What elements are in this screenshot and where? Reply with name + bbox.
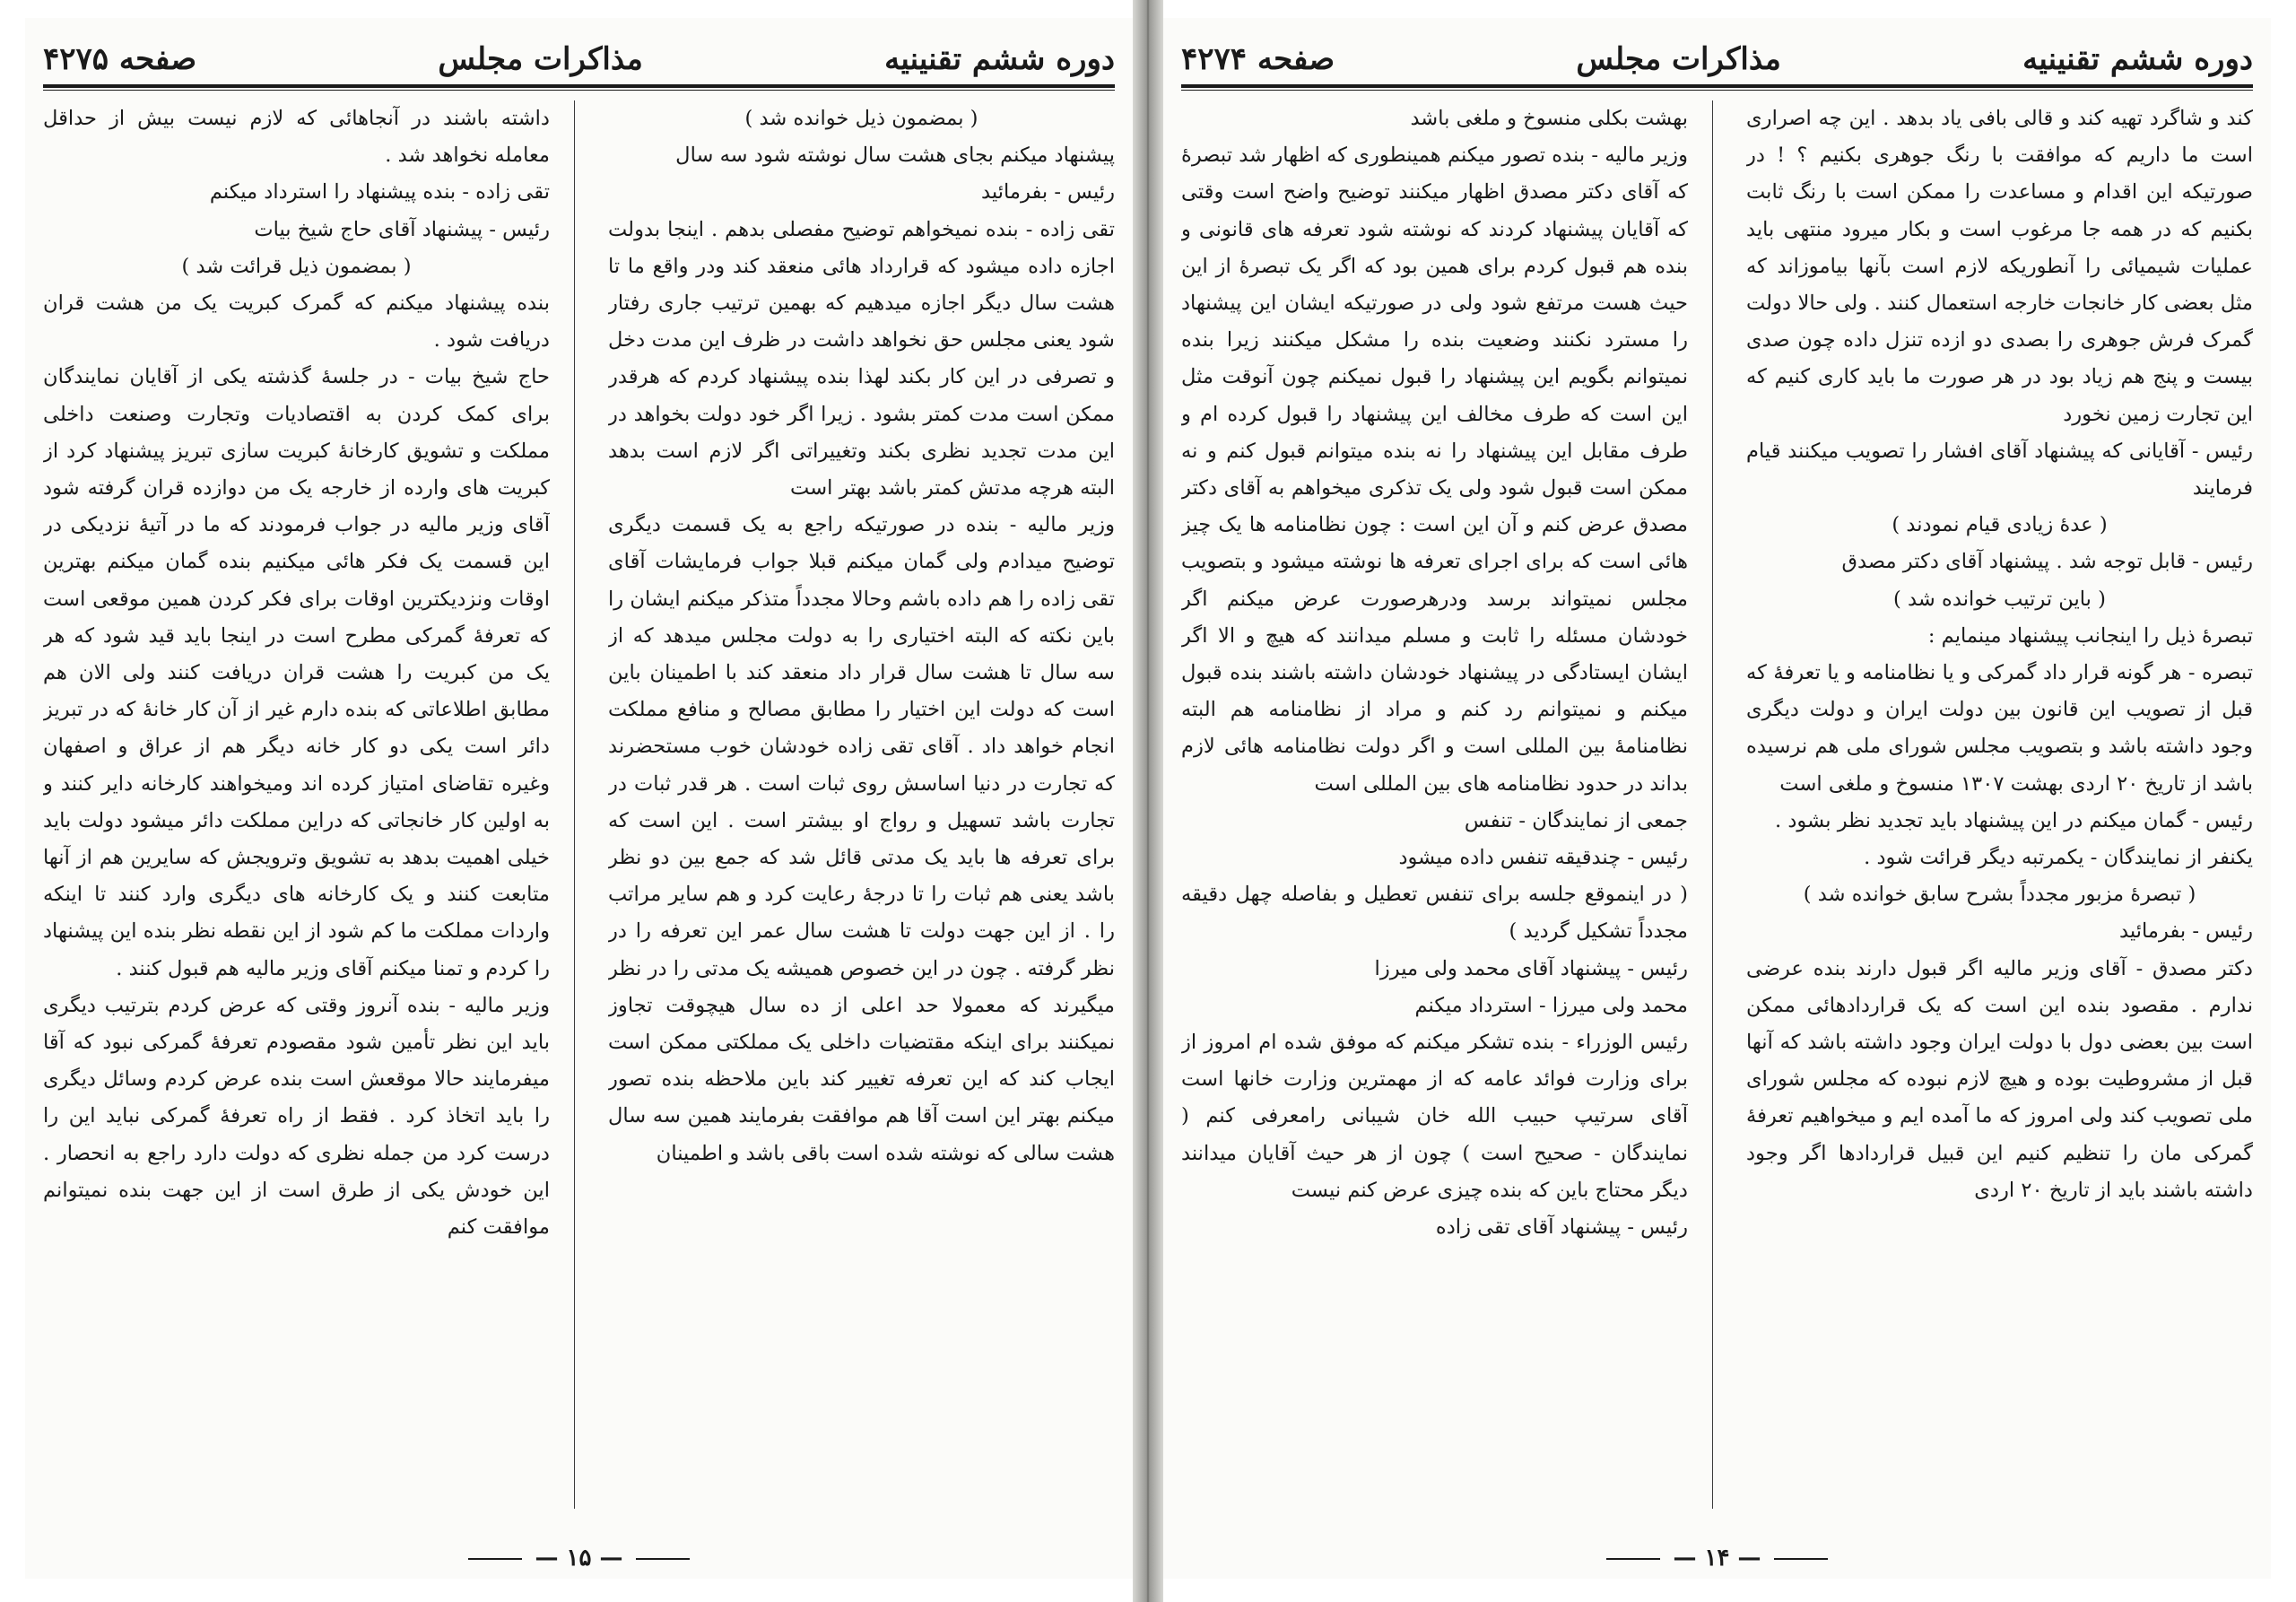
header-rule: [43, 84, 1115, 88]
running-title: مذاکرات مجلس: [1576, 41, 1781, 77]
paragraph: تقی زاده - بنده پیشنهاد را استرداد میکنم: [209, 180, 550, 205]
paragraph: تبصرهٔ ذیل را اینجانب پیشنهاد مینمایم :: [1927, 623, 2253, 648]
paragraph: کند و شاگرد تهیه کند و قالی بافی یاد بدهد . این چه اصراری است ما داریم که موافقت با رنگ جوهری بکنیم ؟ ! در صورتیکه این اقدام و مساعدت را ممکن است با رنگ ثابت بکنیم که در همه جا مرغوب است و بکار میرود منتهی باید عملیات شیمیائی را آنطوریکه لازم است بآنها بیاموزاند که مثل بعضی کار خانجات خارجه استعمال کنند . ولی حالا دولت گمرک فرش جوهری را بصدی دو ازده تنزل داده چون صدی بیست و پنج هم زیاد بود در هر صورت ما باید کاری کنیم که این تجارت زمین نخورد: [1746, 107, 2253, 426]
folio-number: — ۱۵ —: [25, 1545, 1133, 1572]
header-rule: [1181, 84, 2253, 88]
paragraph: رئیس - پیشنهاد آقای تقی زاده: [1435, 1215, 1688, 1240]
paragraph: رئیس - پیشنهاد آقای محمد ولی میرزا: [1374, 956, 1688, 980]
paragraph: رئیس - آقایانی که پیشنهاد آقای افشار را تصویب میکنند قیام فرمایند: [1746, 439, 2253, 501]
book-gutter: [1133, 0, 1163, 1602]
paragraph: ( عدهٔ زیادی قیام نمودند ): [1892, 513, 2108, 537]
paragraph: دکتر مصدق - آقای وزیر مالیه اگر قبول دارند بنده عرضی ندارم . مقصود بنده این است که یک قراردادهائی ممکن است بین بعضی دول با دولت ایران وجود داشته باشد که آنها قبل از مشروطیت بوده و هیچ لازم نبوده که مجلس شورای ملی تصویب کند ولی امروز که ما آمده ایم و میخواهیم تعرفهٔ گمرکی مان را تنظیم کنیم این قبیل قراردادها اگر وجود داشته باشند باید از تاریخ ۲۰ اردی: [1746, 956, 2253, 1202]
header-rule-thin: [1181, 90, 2253, 91]
paragraph: وزیر مالیه - بنده در صورتیکه راجع به یک قسمت دیگری توضیح میدادم ولی گمان میکنم قبلا جواب فرمایشات آقای تقی زاده را هم داده باشم وحالا مجدداً متذکر میکنم ایشان را باین نکته که البته اختیاری را به دولت مجلس میدهد که از سه سال تا هشت سال قرار داد منعقد کند با اطمینان باین است که دولت این اختیار را مطابق مصالح و منافع مملکت انجام خواهد داد . آقای تقی زاده خودشان خوب مستحضرند که تجارت در دنیا اساسش روی ثبات است . هر قدر ثبات در تجارت باشد تسهیل و رواج او بیشتر است . این است که برای تعرفه ها باید یک مدتی قائل شد که جمع بین دو نظر باشد یعنی هم ثبات را تا درجهٔ رعایت کرد و هم سایر مراتب را . از این جهت دولت تا هشت سال عمر این تعرفه را در نظر گرفته . چون در این خصوص همیشه یک مدتی را در نظر میگیرند که معمولا حد اعلی از ده سال هیچوقت تجاوز نمیکنند برای اینکه مقتضیات داخلی یک مملکتی ممکن است ایجاب کند که این تعرفه تغییر کند باین ملاحظه بنده تصور میکنم بهتر این است آقا هم موافقت بفرمایند همین سه سال هشت سالی که نوشته شده است باقی باشد و اطمینان: [608, 513, 1115, 1165]
paragraph: جمعی از نمایندگان - تنفس: [1464, 808, 1688, 832]
paragraph: رئیس - قابل توجه شد . پیشنهاد آقای دکتر مصدق: [1841, 550, 2253, 574]
paragraph: رئیس - گمان میکنم در این پیشنهاد باید تجدید نظر بشود .: [1774, 808, 2253, 832]
running-title: مذاکرات مجلس: [438, 41, 643, 77]
session-title: دوره ششم تقنینیه: [884, 41, 1115, 77]
left-page: [25, 18, 1133, 1579]
paragraph: رئیس الوزراء - بنده تشکر میکنم که موفق شده ام امروز از برای وزارت فوائد عامه که از مهمترین وزارت خانها است آقای سرتیپ حبیب الله خان شیبانی رامعرفی کنم ( نمایندگان - صحیح است ) چون از هر حیث آقایان میدانند دیگر محتاج باین که بنده چیزی عرض کنم نیست: [1181, 1031, 1688, 1202]
paragraph: رئیس - بفرمائید: [981, 180, 1115, 205]
paragraph: بنده پیشنهاد میکنم که گمرک کبریت یک من هشت قران دریافت شود .: [43, 292, 550, 353]
header-rule-thin: [43, 90, 1115, 91]
text-column-left: [43, 100, 550, 1509]
paragraph: یکنفر از نمایندگان - یکمرتبه دیگر قرائت شود .: [1864, 846, 2253, 870]
page-number-label: صفحه ۴۲۷۴: [1181, 41, 1335, 77]
paragraph: ( در اینموقع جلسه برای تنفس تعطیل و بفاصله چهل دقیقه مجدداً تشکیل گردید ): [1181, 883, 1688, 944]
paragraph: رئیس - پیشنهاد آقای حاج شیخ بیات: [254, 217, 550, 241]
text-column-right: [1746, 100, 2253, 1509]
paragraph: تبصره - هر گونه قرار داد گمرکی و یا نظامنامه و یا تعرفهٔ که قبل از تصویب این قانون بین دولت ایران و دولت دیگری وجود داشته باشد و بتصویب مجلس شورای ملی هم نرسیده باشد از تاریخ ۲۰ اردی بهشت ۱۳۰۷ منسوخ و ملغی است: [1746, 661, 2253, 796]
paragraph: پیشنهاد میکنم بجای هشت سال نوشته شود سه سال: [675, 144, 1115, 168]
session-title: دوره ششم تقنینیه: [2022, 41, 2253, 77]
paragraph: ( باین ترتیب خوانده شد ): [1893, 587, 2106, 611]
paragraph: وزیر مالیه - بنده آنروز وقتی که عرض کردم بترتیب دیگری باید این نظر تأمین شود مقصودم تعرفهٔ گمرکی نبود که آقا میفرمایند حالا موقعش است بنده عرض کردم وسائل دیگری را باید اتخاذ کرد . فقط از راه تعرفهٔ گمرکی نباید این را درست کرد من جمله نظری که دولت دارد راجع به انحصار . این خودش یکی از طرق است از این جهت بنده نمیتوانم موافقت کنم: [43, 993, 550, 1240]
paragraph: ( تبصرهٔ مزبور مجدداً بشرح سابق خوانده شد ): [1803, 883, 2196, 907]
text-column-left: [1181, 100, 1688, 1509]
paragraph: وزیر مالیه - بنده تصور میکنم همینطوری که اظهار شد تبصرهٔ که آقای دکتر مصدق اظهار میکنند توضیح واضح است وقتی که آقایان پیشنهاد کردند که نوشته شود تعرفه های قانونی و بنده هم قبول کردم برای همین بود که اگر یک تبصرهٔ از این حیث هست مرتفع شود ولی در صورتیکه ایشان این پیشنهاد را مسترد نکنند وضعیت بنده را مشکل میکنند زیرا بنده نمیتوانم بگویم این پیشنهاد را قبول نمیکنم چون آنوقت مثل این است که طرف مخالف این پیشنهاد را قبول کرده ام و طرف مقابل این پیشنهاد را نه بنده میتوانم قبول کنم و نه ممکن است قبول شود ولی یک تذکری میخواهم به آقای دکتر مصدق عرض کنم و آن این است : چون نظامنامه ها یک چیز هائی است که برای اجرای تعرفه ها نوشته میشود و بتصویب مجلس نمیتواند برسد ودرهرصورت عرض میکنم اگر خودشان مسئله را ثابت و مسلم میدانند که هیچ و الا اگر ایشان ایستادگی در پیشنهاد خودشان داشته باشند بنده قبول میکنم و نمیتوانم رد کنم و مراد از نظامنامه هم البته نظامنامهٔ بین المللی است و اگر دولت نظامنامه هائی لازم بداند در حدود نظامنامه های بین المللی است: [1181, 144, 1688, 796]
right-page: [1163, 18, 2271, 1579]
page-number-label: صفحه ۴۲۷۵: [43, 41, 197, 77]
column-divider: [574, 100, 575, 1509]
paragraph: رئیس - چندقیقه تنفس داده میشود: [1398, 846, 1688, 870]
paragraph: داشته باشند در آنجاهائی که لازم نیست بیش از حداقل معامله نخواهد شد .: [43, 107, 550, 168]
paragraph: رئیس - بفرمائید: [2119, 919, 2253, 944]
text-column-right: [608, 100, 1115, 1509]
paragraph: ( بمضمون ذیل قرائت شد ): [181, 254, 412, 278]
folio-number: — ۱۴ —: [1163, 1545, 2271, 1572]
paragraph: ( بمضمون ذیل خوانده شد ): [744, 107, 978, 130]
paragraph: محمد ولی میرزا - استرداد میکنم: [1414, 993, 1688, 1017]
right-page-header: [1181, 27, 2253, 77]
column-divider: [1712, 100, 1713, 1509]
left-page-header: [43, 27, 1115, 77]
paragraph: بهشت بکلی منسوخ و ملغی باشد: [1410, 107, 1688, 130]
paragraph: تقی زاده - بنده نمیخواهم توضیح مفصلی بدهم . اینجا بدولت اجازه داده میشود که قرارداد هائی منعقد کند ودر واقع ما تا هشت سال دیگر اجازه میدهیم که بهمین ترتیب جاری رفتار شود یعنی مجلس حق نخواهد داشت در ظرف این مدت دخل و تصرفی در این کار بکند لهذا بنده پیشنهاد کردم که هرقدر ممکن است مدت کمتر بشود . زیرا اگر خود دولت بخواهد در این مدت تجدید نظری بکند وتغییراتی اگر لازم است بدهد البته هرچه مدتش کمتر باشد بهتر است: [608, 217, 1115, 501]
paragraph: حاج شیخ بیات - در جلسهٔ گذشته یکی از آقایان نمایندگان برای کمک کردن به اقتصادیات وتجارت وصنعت داخلی مملکت و تشویق کارخانهٔ کبریت سازی تبریز پیشنهاد کرد از کبریت های وارده از خارجه یک من دوازده قران گرفته شود آقای وزیر مالیه در جواب فرمودند که ما در آتیهٔ نزدیکی در این قسمت یک فکر هائی میکنیم بنده گمان میکنم بهترین اوقات ونزدیکترین اوقات برای فکر کردن همین موقعی است که تعرفهٔ گمرکی مطرح است در اینجا باید قید شود که هر یک من کبریت را هشت قران دریافت کنند ولی الان هم مطابق اطلاعاتی که بنده دارم غیر از آن کار خانهٔ که در تبریز دائر است یکی دو کار خانه دیگر هم از عراق و اصفهان وغیره تقاضای امتیاز کرده اند ومیخواهند کارخانه دایر کنند و به اولین کار خانجاتی که دراین مملکت دائر میشود دولت باید خیلی اهمیت بدهد به تشویق وترویجش که سایرین هم از آنها متابعت کنند و یک کارخانه های دیگری وارد کنند تا اینکه واردات مملکت ما کم شود از این نقطه نظر بنده این پیشنهاد را کردم و تمنا میکنم آقای وزیر مالیه هم قبول کنند .: [43, 365, 550, 980]
